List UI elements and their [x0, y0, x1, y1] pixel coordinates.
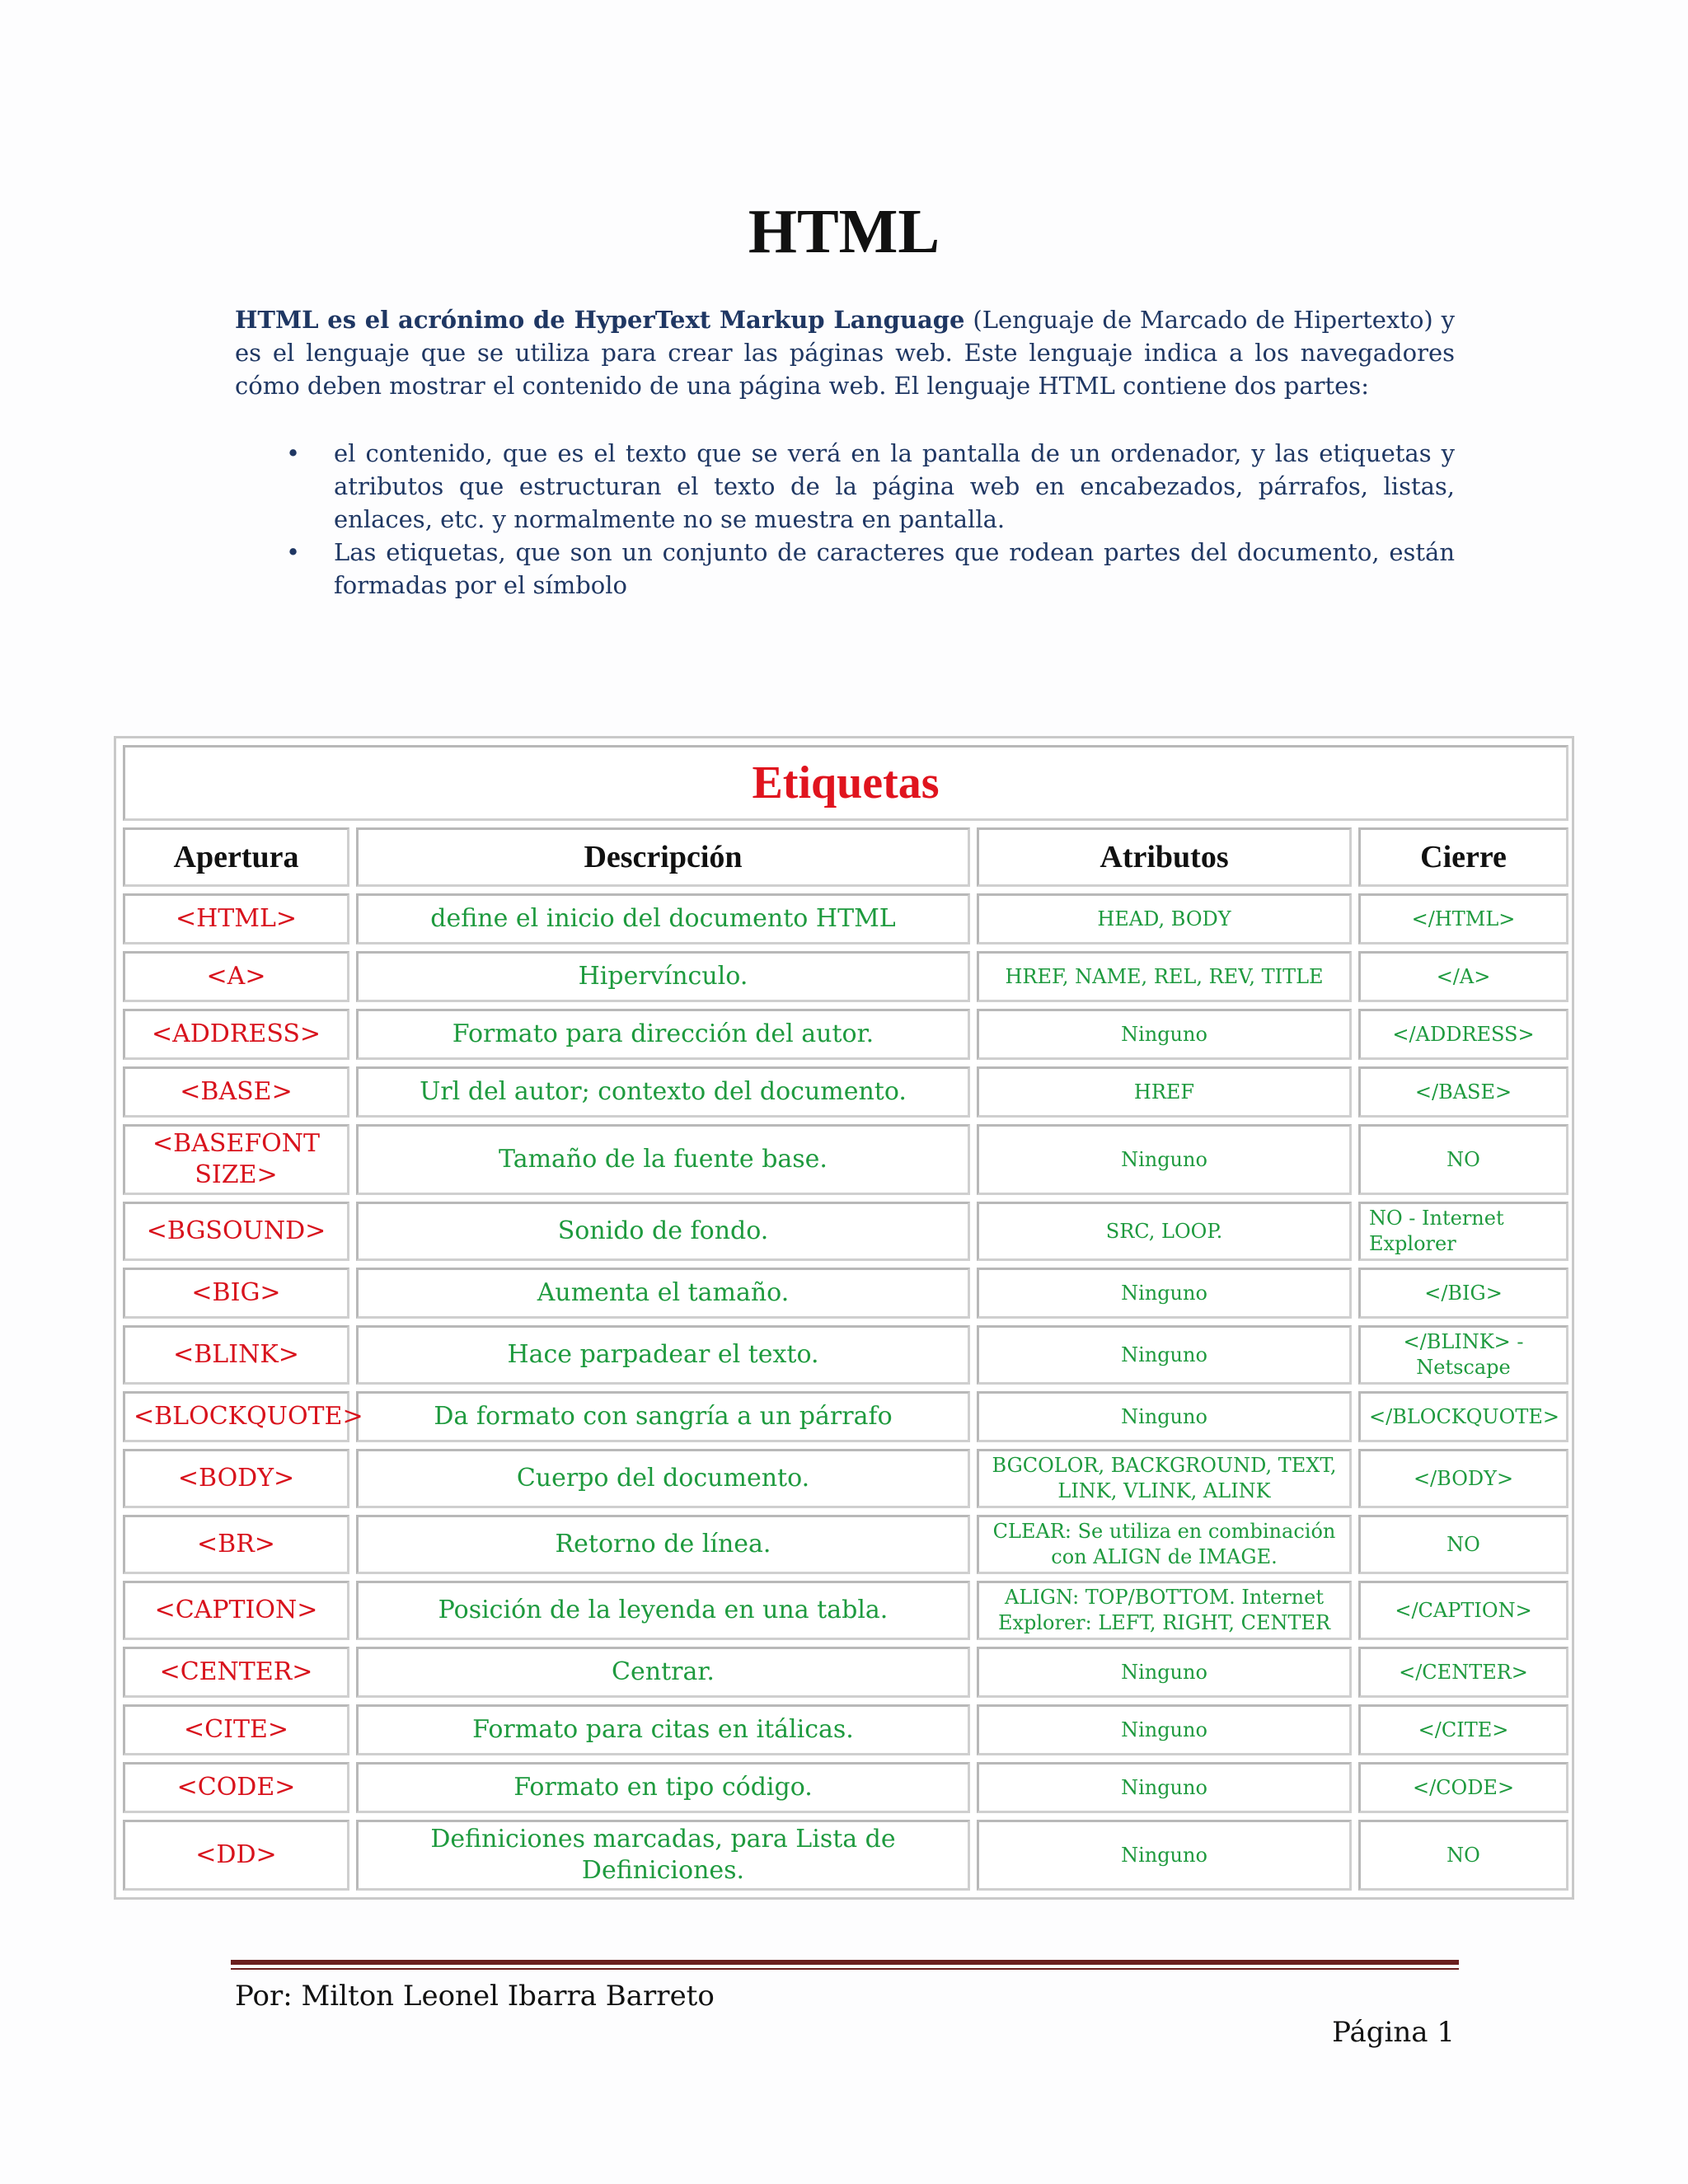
table-row — [123, 1325, 1568, 1385]
cell-descripcion: Aumenta el tamaño. — [356, 1268, 970, 1319]
cell-cierre: NO — [1358, 1124, 1568, 1195]
cell-descripcion: Da formato con sangría a un párrafo — [356, 1391, 970, 1442]
cell-cierre: NO — [1358, 1515, 1568, 1574]
cell-descripcion: Url del autor; contexto del documento. — [356, 1066, 970, 1118]
cell-descripcion: Posición de la leyenda en una tabla. — [356, 1581, 970, 1640]
cell-cierre: </A> — [1358, 951, 1568, 1002]
footer-page-number: Página 1 — [1332, 2016, 1455, 2049]
bullet-text: Las etiquetas, que son un conjunto de caracteres que rodean partes del documento, están formadas por el símbolo — [334, 538, 1455, 599]
cell-cierre: NO — [1358, 1820, 1568, 1891]
header-descripcion: Descripción — [356, 827, 970, 887]
intro-rest: (Lenguaje de Marcado de Hipertexto) y es el lenguaje que se utiliza para crear las páginas web. Este lenguaje indica a los navegadores cómo deben mostrar el contenido de una página web. El lenguaje HTML contiene dos partes: — [235, 306, 1455, 400]
tags-table — [116, 738, 1575, 1897]
header-apertura: Apertura — [123, 827, 349, 887]
bullet-item — [235, 437, 1455, 536]
footer-rule-thick — [231, 1960, 1459, 1965]
cell-apertura: <BODY> — [123, 1449, 349, 1508]
table-caption: Etiquetas — [123, 745, 1568, 821]
cell-apertura: <ADDRESS> — [123, 1009, 349, 1060]
table-row — [123, 1647, 1568, 1698]
footer-rule-thin — [231, 1968, 1459, 1970]
cell-atributos: SRC, LOOP. — [977, 1202, 1352, 1261]
cell-descripcion: Centrar. — [356, 1647, 970, 1698]
cell-descripcion: Definiciones marcadas, para Lista de Definiciones. — [356, 1820, 970, 1891]
cell-descripcion: Retorno de línea. — [356, 1515, 970, 1574]
cell-atributos: HREF, NAME, REL, REV, TITLE — [977, 951, 1352, 1002]
cell-cierre: </BLOCKQUOTE> — [1358, 1391, 1568, 1442]
intro-paragraph — [235, 303, 1455, 402]
table-row — [123, 1124, 1568, 1195]
cell-apertura: <A> — [123, 951, 349, 1002]
cell-apertura: <BLINK> — [123, 1325, 349, 1385]
table-row — [123, 1066, 1568, 1118]
cell-cierre: </BIG> — [1358, 1268, 1568, 1319]
cell-apertura: <CODE> — [123, 1762, 349, 1813]
table-row — [123, 1762, 1568, 1813]
cell-atributos: CLEAR: Se utiliza en combinación con ALIGN de IMAGE. — [977, 1515, 1352, 1574]
cell-atributos: Ninguno — [977, 1647, 1352, 1698]
table-row — [123, 951, 1568, 1002]
cell-cierre: NO - Internet Explorer — [1358, 1202, 1568, 1261]
cell-atributos: BGCOLOR, BACKGROUND, TEXT, LINK, VLINK, ALINK — [977, 1449, 1352, 1508]
cell-atributos: Ninguno — [977, 1124, 1352, 1195]
cell-cierre: </CAPTION> — [1358, 1581, 1568, 1640]
page-title: HTML — [748, 197, 940, 266]
cell-apertura: <BASE> — [123, 1066, 349, 1118]
cell-cierre: </BASE> — [1358, 1066, 1568, 1118]
cell-descripcion: Cuerpo del documento. — [356, 1449, 970, 1508]
table-row — [123, 1202, 1568, 1261]
cell-cierre: </BLINK> - Netscape — [1358, 1325, 1568, 1385]
cell-apertura: <BLOCKQUOTE> — [123, 1391, 349, 1442]
bullet-dot: • — [286, 439, 301, 467]
cell-apertura: <CITE> — [123, 1704, 349, 1755]
bullet-text: el contenido, que es el texto que se verá en la pantalla de un ordenador, y las etiquetas y atributos que estructuran el texto de la página web en encabezados, párrafos, listas, enlaces, etc. y normalmente no se muestra en pantalla. — [334, 439, 1455, 533]
cell-atributos: HREF — [977, 1066, 1352, 1118]
cell-cierre: </CITE> — [1358, 1704, 1568, 1755]
bullet-dot: • — [286, 538, 301, 566]
header-atributos: Atributos — [977, 827, 1352, 887]
cell-cierre: </HTML> — [1358, 893, 1568, 944]
table-row — [123, 1009, 1568, 1060]
cell-apertura: <BASEFONT SIZE> — [123, 1124, 349, 1195]
cell-cierre: </BODY> — [1358, 1449, 1568, 1508]
cell-cierre: </CODE> — [1358, 1762, 1568, 1813]
cell-apertura: <CAPTION> — [123, 1581, 349, 1640]
cell-descripcion: Tamaño de la fuente base. — [356, 1124, 970, 1195]
table-row — [123, 1820, 1568, 1891]
cell-descripcion: Hipervínculo. — [356, 951, 970, 1002]
cell-descripcion: Formato para citas en itálicas. — [356, 1704, 970, 1755]
cell-descripcion: Sonido de fondo. — [356, 1202, 970, 1261]
table-row — [123, 1268, 1568, 1319]
cell-atributos: Ninguno — [977, 1268, 1352, 1319]
cell-descripcion: Formato en tipo código. — [356, 1762, 970, 1813]
header-cierre: Cierre — [1358, 827, 1568, 887]
cell-apertura: <BR> — [123, 1515, 349, 1574]
cell-atributos: Ninguno — [977, 1762, 1352, 1813]
cell-atributos: ALIGN: TOP/BOTTOM. Internet Explorer: LEFT, RIGHT, CENTER — [977, 1581, 1352, 1640]
cell-atributos: Ninguno — [977, 1391, 1352, 1442]
table-row — [123, 1515, 1568, 1574]
cell-atributos: HEAD, BODY — [977, 893, 1352, 944]
table-row — [123, 1449, 1568, 1508]
table-row — [123, 893, 1568, 944]
cell-apertura: <DD> — [123, 1820, 349, 1891]
bullet-list — [235, 437, 1455, 602]
cell-apertura: <BIG> — [123, 1268, 349, 1319]
intro-bold: HTML es el acrónimo de HyperText Markup Language — [235, 306, 965, 334]
table-row — [123, 1704, 1568, 1755]
bullet-item — [235, 536, 1455, 602]
cell-apertura: <CENTER> — [123, 1647, 349, 1698]
cell-apertura: <HTML> — [123, 893, 349, 944]
cell-atributos: Ninguno — [977, 1820, 1352, 1891]
tags-table-container — [114, 736, 1574, 1900]
cell-atributos: Ninguno — [977, 1704, 1352, 1755]
cell-descripcion: Formato para dirección del autor. — [356, 1009, 970, 1060]
cell-descripcion: Hace parpadear el texto. — [356, 1325, 970, 1385]
footer-author: Por: Milton Leonel Ibarra Barreto — [235, 1980, 715, 2013]
cell-descripcion: define el inicio del documento HTML — [356, 893, 970, 944]
cell-atributos: Ninguno — [977, 1325, 1352, 1385]
cell-apertura: <BGSOUND> — [123, 1202, 349, 1261]
cell-cierre: </CENTER> — [1358, 1647, 1568, 1698]
table-row — [123, 1391, 1568, 1442]
cell-atributos: Ninguno — [977, 1009, 1352, 1060]
cell-cierre: </ADDRESS> — [1358, 1009, 1568, 1060]
table-row — [123, 1581, 1568, 1640]
